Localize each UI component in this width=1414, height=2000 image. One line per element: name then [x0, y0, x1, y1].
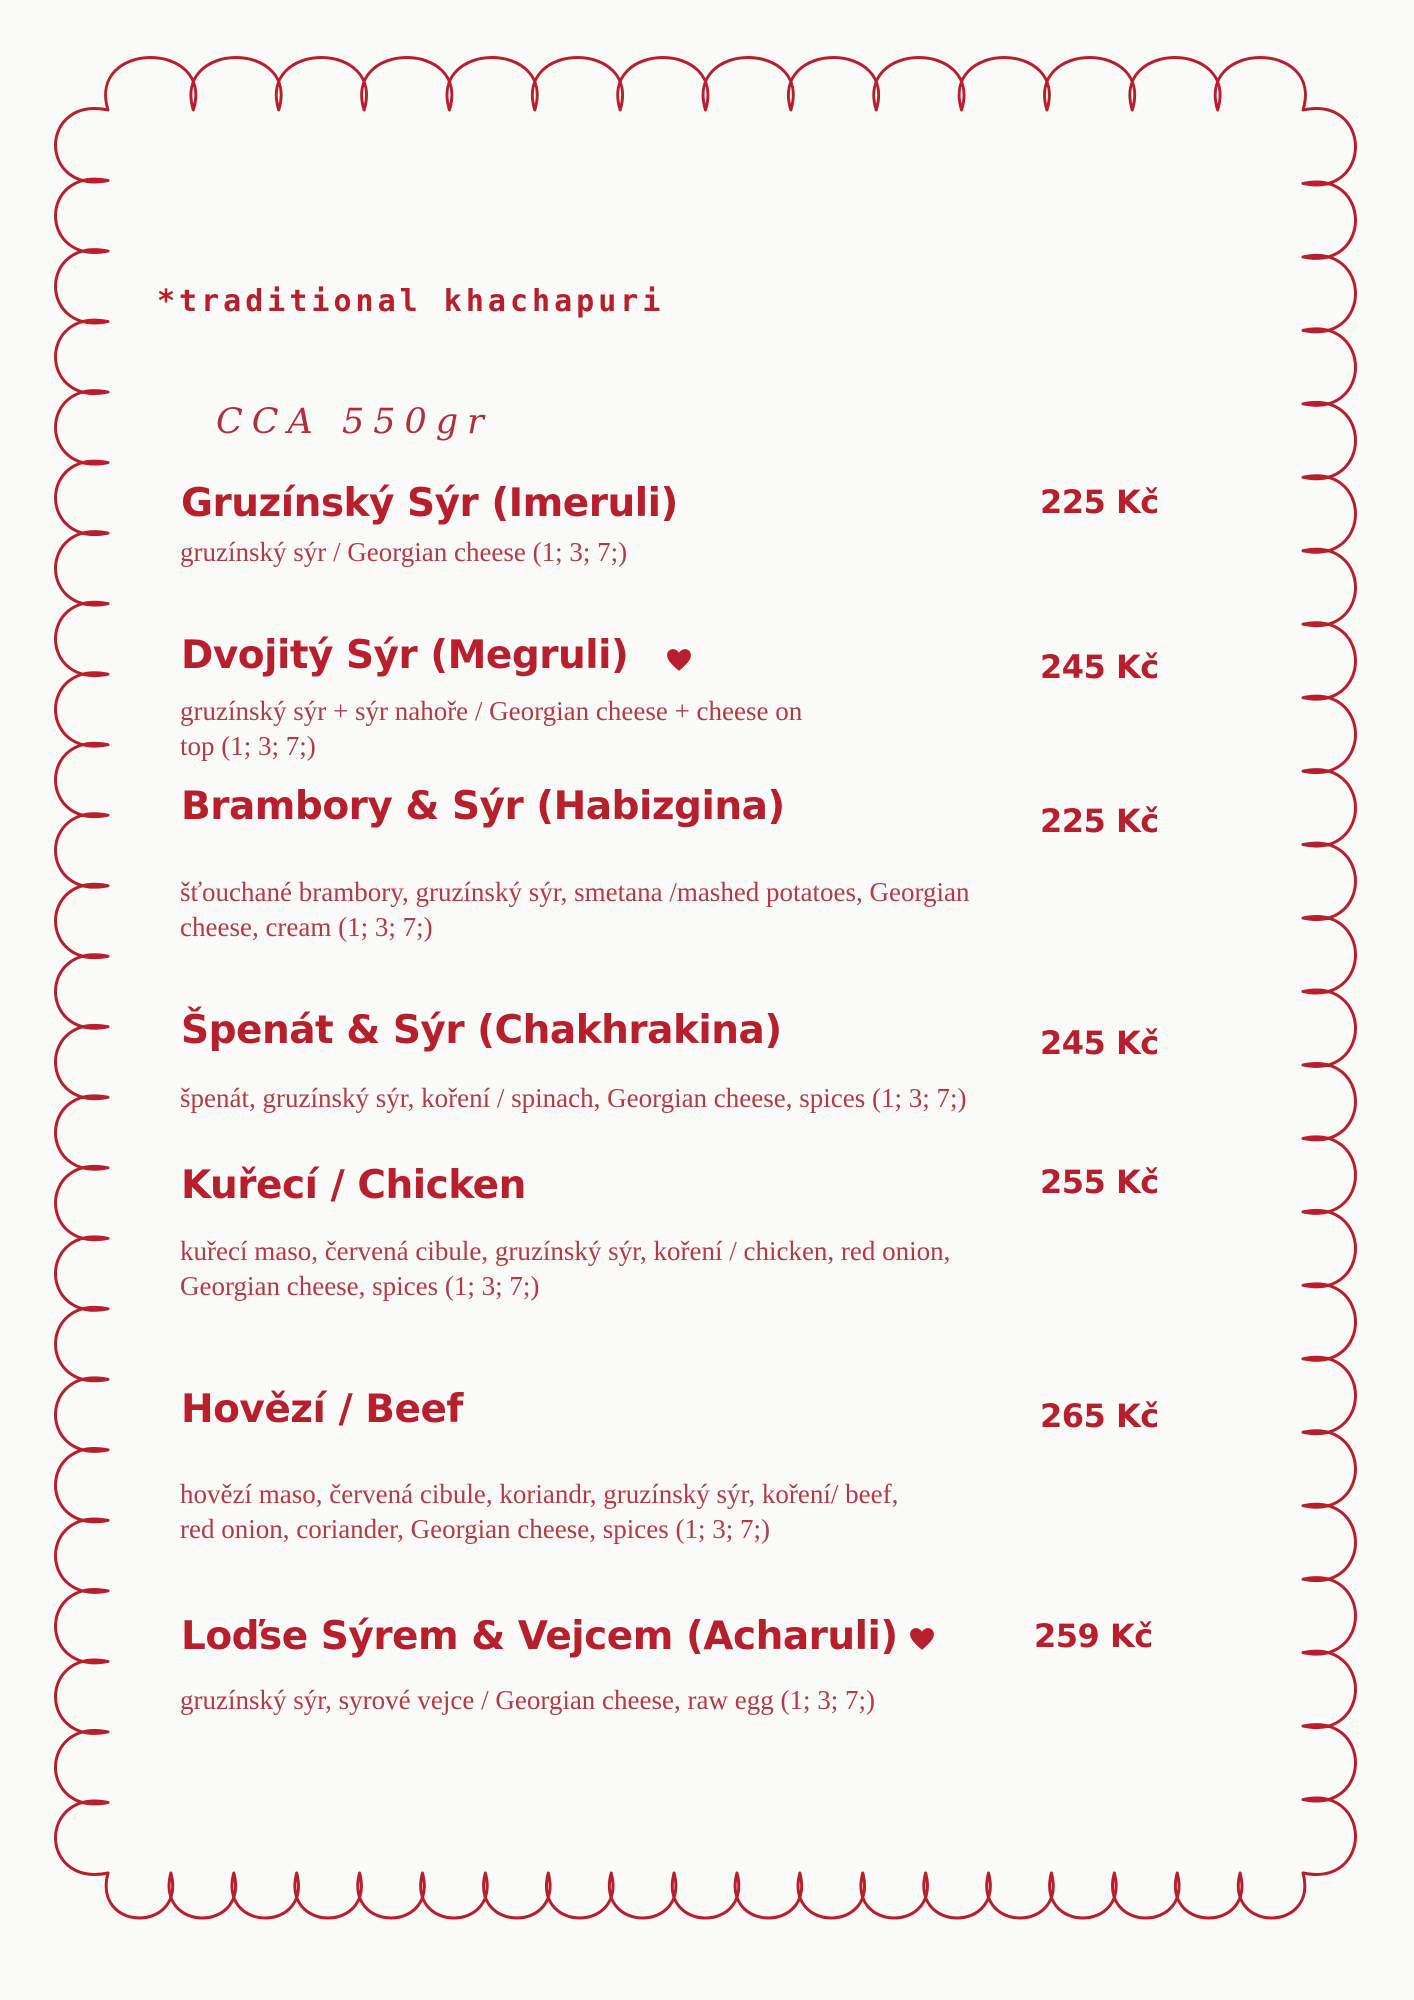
menu-item-desc-megruli: gruzínský sýr + sýr nahoře / Georgian cheese + cheese on top (1; 3; 7;) [180, 696, 803, 761]
menu-item-desc-imeruli: gruzínský sýr / Georgian cheese (1; 3; 7;) [180, 537, 628, 567]
menu-item-price-beef: 265 Kč [1040, 1397, 1159, 1435]
menu-item-desc-chakhrakina: špenát, gruzínský sýr, koření / spinach, Georgian cheese, spices (1; 3; 7;) [180, 1083, 967, 1113]
menu-item-name-beef: Hovězí / Beef [181, 1387, 463, 1432]
menu-item-price-chakhrakina: 245 Kč [1040, 1024, 1159, 1062]
menu-item-price-habizgina: 225 Kč [1040, 802, 1159, 840]
menu-item-name-habizgina: Brambory & Sýr (Habizgina) [181, 784, 785, 829]
menu-item-price-acharuli: 259 Kč [1034, 1617, 1153, 1655]
menu-item-desc-beef: hovězí maso, červená cibule, koriandr, gruzínský sýr, koření/ beef, red onion, coriander, Georgian cheese, spices (1; 3; 7;) [180, 1479, 899, 1544]
menu-item-name-megruli: Dvojitý Sýr (Megruli) [181, 633, 629, 678]
menu-item-price-chicken: 255 Kč [1040, 1163, 1159, 1201]
menu-item-desc-acharuli: gruzínský sýr, syrové vejce / Georgian cheese, raw egg (1; 3; 7;) [180, 1685, 875, 1715]
menu-item-price-imeruli: 225 Kč [1040, 483, 1159, 521]
menu-item-name-chicken: Kuřecí / Chicken [181, 1163, 526, 1208]
menu-item-desc-habizgina: šťouchané brambory, gruzínský sýr, smetana /mashed potatoes, Georgian cheese, cream (1; 3; 7;) [180, 877, 970, 942]
menu-item-name-acharuli: Loďse Sýrem & Vejcem (Acharuli) [181, 1614, 898, 1659]
page-title: *traditional khachapuri [157, 284, 665, 319]
heart-icon [666, 648, 692, 672]
menu-item-name-chakhrakina: Špenát & Sýr (Chakhrakina) [181, 1008, 782, 1053]
menu-item-price-megruli: 245 Kč [1040, 648, 1159, 686]
heart-icon [909, 1627, 935, 1651]
menu-item-desc-chicken: kuřecí maso, červená cibule, gruzínský sýr, koření / chicken, red onion, Georgian cheese, spices (1; 3; 7;) [180, 1236, 951, 1301]
menu-item-name-imeruli: Gruzínský Sýr (Imeruli) [181, 481, 678, 526]
weight-subtitle: CCA 550gr [216, 402, 493, 442]
